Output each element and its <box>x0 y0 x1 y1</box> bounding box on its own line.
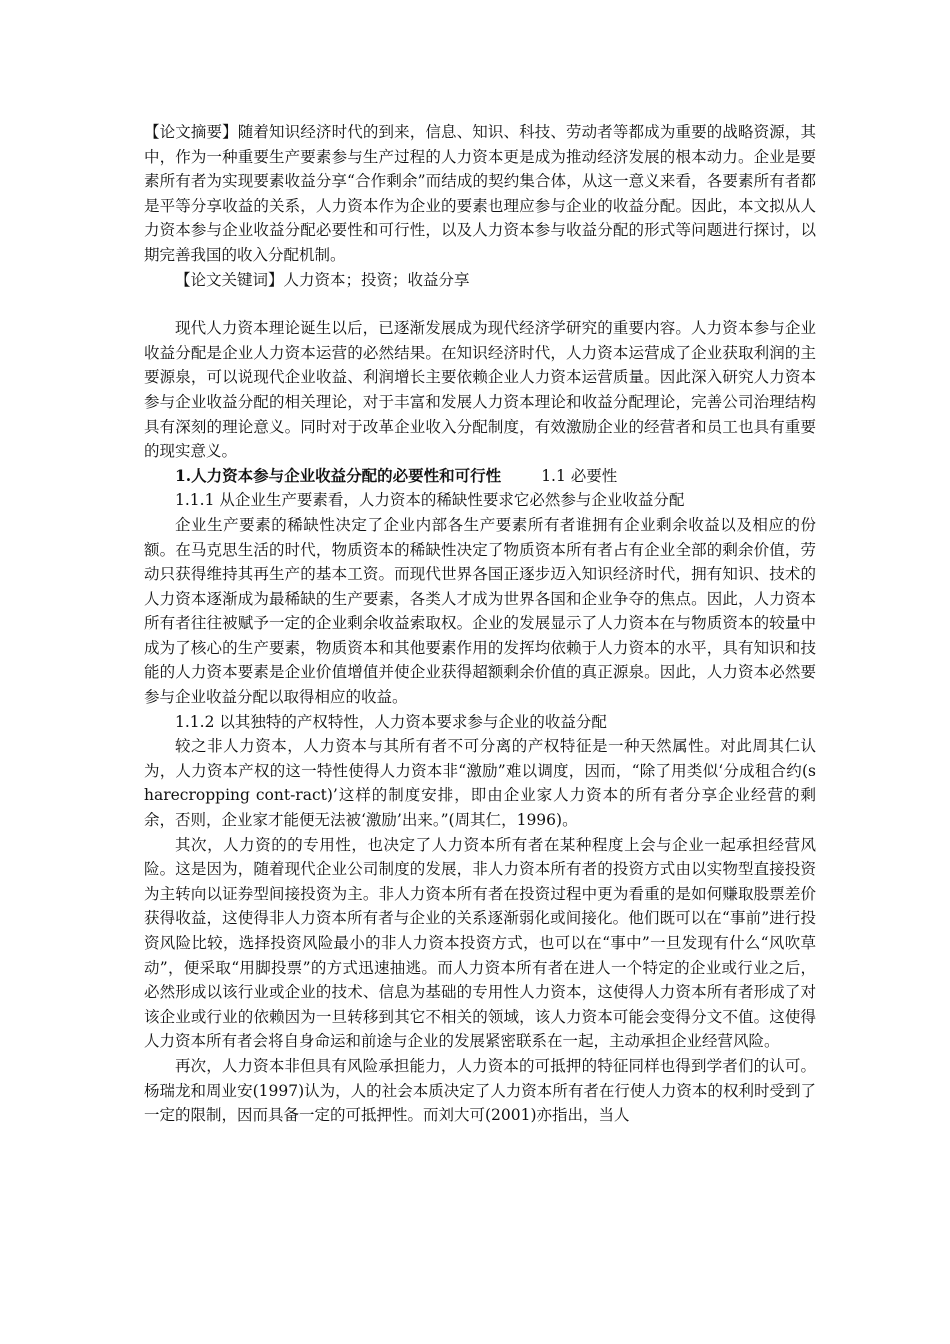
keywords-line <box>144 268 816 293</box>
abstract-text: 随着知识经济时代的到来，信息、知识、科技、劳动者等都成为重要的战略资源，其中，作为一种重要生产要素参与生产过程的人力资本更是成为推动经济发展的根本动力。企业是要素所有者为实现要素收益分享“合作剩余”而结成的契约集合体，从这一意义来看，各要素所有者都是平等分享收益的关系，人力资本作为企业的要素也理应参与企业的收益分配。因此，本文拟从人力资本参与企业收益分配必要性和可行性，以及人力资本参与收益分配的形式等问题进行探讨，以期完善我国的收入分配机制。 <box>144 123 816 264</box>
abstract-paragraph <box>144 120 816 268</box>
keywords-label: 【论文关键词】 <box>175 270 284 289</box>
section-1-heading-line <box>144 464 816 489</box>
document-page <box>144 120 816 1128</box>
section-1-1-heading: 1.1 必要性 <box>541 466 618 485</box>
section-1-1-2-paragraph-3: 再次，人力资本非但具有风险承担能力，人力资本的可抵押的特征同样也得到学者们的认可。杨瑞龙和周业安(1997)认为，人的社会本质决定了人力资本所有者在行使人力资本的权利时受到了一定的限制，因而具备一定的可抵押性。而刘大可(2001)亦指出，当人 <box>144 1056 816 1125</box>
section-1-heading: 1.人力资本参与企业收益分配的必要性和可行性 <box>175 465 502 485</box>
abstract-label: 【论文摘要】 <box>144 123 238 141</box>
section-1-1-2-paragraph-2: 其次，人力资的的专用性，也决定了人力资本所有者在某种程度上会与企业一起承担经营风险。这是因为，随着现代企业公司制度的发展，非人力资本所有者的投资方式由以实物型直接投资为主转向以证券型间接投资为主。非人力资本所有者在投资过程中更为看重的是如何赚取股票差价获得收益，这使得非人力资本所有者与企业的关系逐渐弱化或间接化。他们既可以在“事前”进行投资风险比较，选择投资风险最小的非人力资本投资方式，也可以在“事中”一旦发现有什么“风吹草动”，便采取“用脚投票”的方式迅速抽逃。而人力资本所有者在进人一个特定的企业或行业之后，必然形成以该行业或企业的技术、信息为基础的专用性人力资本，这使得人力资本所有者形成了对该企业或行业的依赖因为一旦转移到其它不相关的领域，该人力资本可能会变得分文不值。这使得人力资本所有者会将自身命运和前途与企业的发展紧密联系在一起，主动承担企业经营风险。 <box>144 835 816 1051</box>
section-1-1-2-heading: 1.1.2 以其独特的产权特性，人力资本要求参与企业的收益分配 <box>175 712 607 731</box>
section-1-1-1-heading: 1.1.1 从企业生产要素看，人力资本的稀缺性要求它必然参与企业收益分配 <box>175 491 685 510</box>
section-1-1-2-paragraph-1: 较之非人力资本，人力资本与其所有者不可分离的产权特征是一种天然属性。对此周其仁认为，人力资本产权的这一特性使得人力资本非“激励”难以调度，因而，“除了用类似‘分成租合约(sharecropping cont-ract)’这样的制度安排，即由企业家人力资本的所有者分享企业经营的剩余，否则，企业家才能便无法被‘激励’出来。”(周其仁，1996)。 <box>144 737 816 830</box>
keywords-text: 人力资本；投资；收益分享 <box>283 270 470 289</box>
blank-line <box>144 292 816 316</box>
section-1-1-1-body: 企业生产要素的稀缺性决定了企业内部各生产要素所有者谁拥有企业剩余收益以及相应的份额。在马克思生活的时代，物质资本的稀缺性决定了物质资本所有者占有企业全部的剩余价值，劳动只获得维持其再生产的基本工资。而现代世界各国正逐步迈入知识经济时代，拥有知识、技术的人力资本逐渐成为最稀缺的生产要素，各类人才成为世界各国和企业争夺的焦点。因此，人力资本所有者往往被赋予一定的企业剩余收益索取权。企业的发展显示了人力资本在与物质资本的较量中成为了核心的生产要素，物质资本和其他要素作用的发挥均依赖于人力资本的水平，具有知识和技能的人力资本要素是企业价值增值并使企业获得超额剩余价值的真正源泉。因此，人力资本必然要参与企业收益分配以取得相应的收益。 <box>144 515 816 707</box>
intro-paragraph: 现代人力资本理论诞生以后，已逐渐发展成为现代经济学研究的重要内容。人力资本参与企业收益分配是企业人力资本运营的必然结果。在知识经济时代，人力资本运营成了企业获取利润的主要源泉，可以说现代企业收益、利润增长主要依赖企业人力资本运营质量。因此深入研究人力资本参与企业收益分配的相关理论，对于丰富和发展人力资本理论和收益分配理论，完善公司治理结构具有深刻的理论意义。同时对于改革企业收入分配制度，有效激励企业的经营者和员工也具有重要的现实意义。 <box>144 319 816 461</box>
